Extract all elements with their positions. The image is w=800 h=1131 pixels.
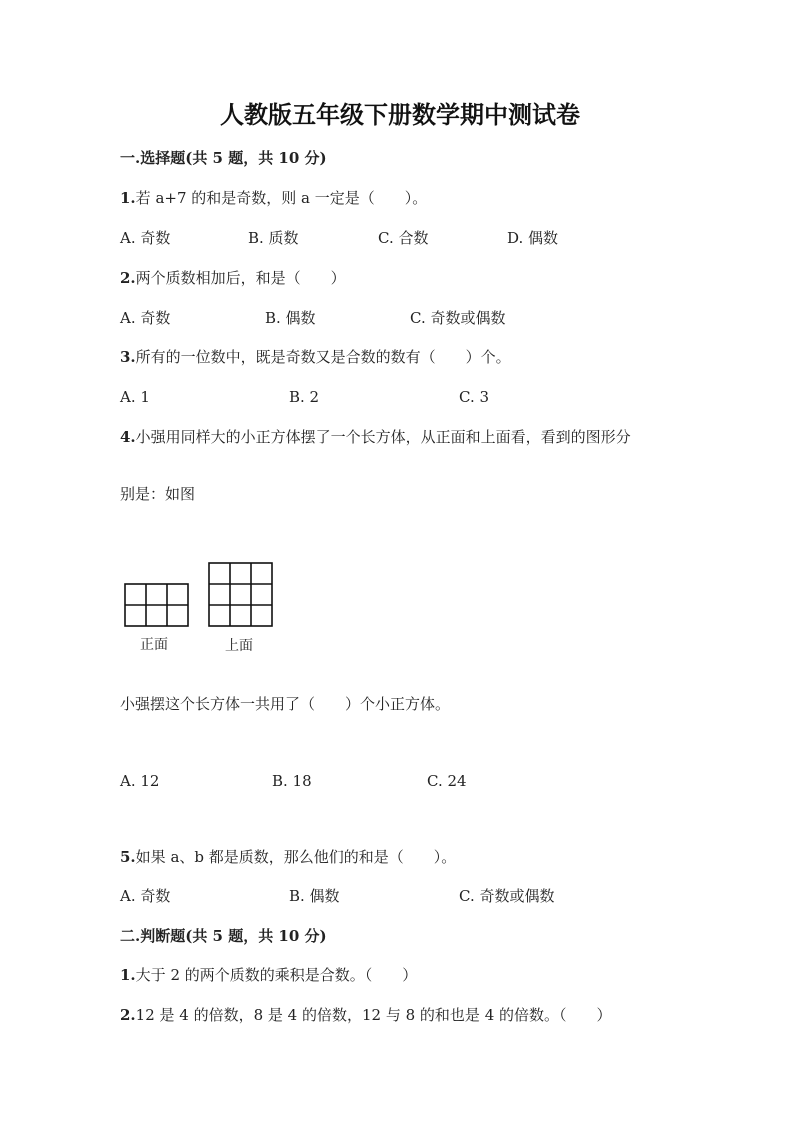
q1-option-c: C. 合数 bbox=[378, 229, 429, 247]
q2-option-b: B. 偶数 bbox=[265, 309, 316, 327]
q1-option-b: B. 质数 bbox=[248, 229, 299, 247]
question-text: 若 a+7 的和是奇数，则 a 一定是（ ）。 bbox=[135, 189, 428, 207]
question-text: 所有的一位数中，既是奇数又是合数的数有（ ）个。 bbox=[135, 348, 511, 366]
question-number: 1. bbox=[120, 189, 136, 207]
question-number: 4. bbox=[120, 428, 136, 446]
question-3 bbox=[120, 347, 511, 367]
question-number: 2. bbox=[120, 1006, 136, 1024]
judge-question-1 bbox=[120, 965, 417, 985]
question-text: 大于 2 的两个质数的乘积是合数。（ ） bbox=[135, 966, 418, 984]
q3-option-c: C. 3 bbox=[459, 388, 490, 406]
views-figure bbox=[120, 558, 290, 658]
page-title: 人教版五年级下册数学期中测试卷 bbox=[220, 100, 580, 129]
q5-option-b: B. 偶数 bbox=[289, 887, 340, 905]
top-view-grid bbox=[209, 563, 272, 626]
question-1 bbox=[120, 188, 427, 208]
question-number: 2. bbox=[120, 269, 136, 287]
q5-option-c: C. 奇数或偶数 bbox=[459, 887, 555, 905]
question-number: 5. bbox=[120, 848, 136, 866]
question-4-continued: 别是：如图 bbox=[120, 485, 196, 503]
judge-question-2 bbox=[120, 1005, 612, 1025]
question-5 bbox=[120, 847, 456, 867]
top-view-label: 上面 bbox=[225, 638, 253, 654]
question-number: 3. bbox=[120, 348, 136, 366]
question-2 bbox=[120, 268, 346, 288]
q5-option-a: A. 奇数 bbox=[120, 887, 171, 905]
q4-option-a: A. 12 bbox=[120, 772, 160, 790]
section1-heading: 一.选择题(共 5 题，共 10 分) bbox=[120, 149, 327, 167]
question-text: 小强用同样大的小正方体摆了一个长方体，从正面和上面看，看到的图形分 bbox=[135, 428, 631, 446]
q4-option-b: B. 18 bbox=[272, 772, 312, 790]
question-4 bbox=[120, 427, 631, 447]
question-text: 如果 a、b 都是质数，那么他们的和是（ ）。 bbox=[135, 848, 457, 866]
question-text: 两个质数相加后，和是（ ） bbox=[135, 269, 346, 287]
q1-option-d: D. 偶数 bbox=[507, 229, 559, 247]
q1-option-a: A. 奇数 bbox=[120, 229, 171, 247]
question-4-prompt: 小强摆这个长方体一共用了（ ）个小正方体。 bbox=[120, 695, 451, 713]
question-number: 1. bbox=[120, 966, 136, 984]
q3-option-b: B. 2 bbox=[289, 388, 320, 406]
front-view-grid bbox=[125, 584, 188, 626]
q4-option-c: C. 24 bbox=[427, 772, 467, 790]
q2-option-a: A. 奇数 bbox=[120, 309, 171, 327]
q3-option-a: A. 1 bbox=[120, 388, 150, 406]
section2-heading: 二.判断题(共 5 题，共 10 分) bbox=[120, 927, 327, 945]
q2-option-c: C. 奇数或偶数 bbox=[410, 309, 506, 327]
question-text: 12 是 4 的倍数，8 是 4 的倍数，12 与 8 的和也是 4 的倍数。（ ） bbox=[135, 1006, 612, 1024]
front-view-label: 正面 bbox=[140, 637, 168, 653]
